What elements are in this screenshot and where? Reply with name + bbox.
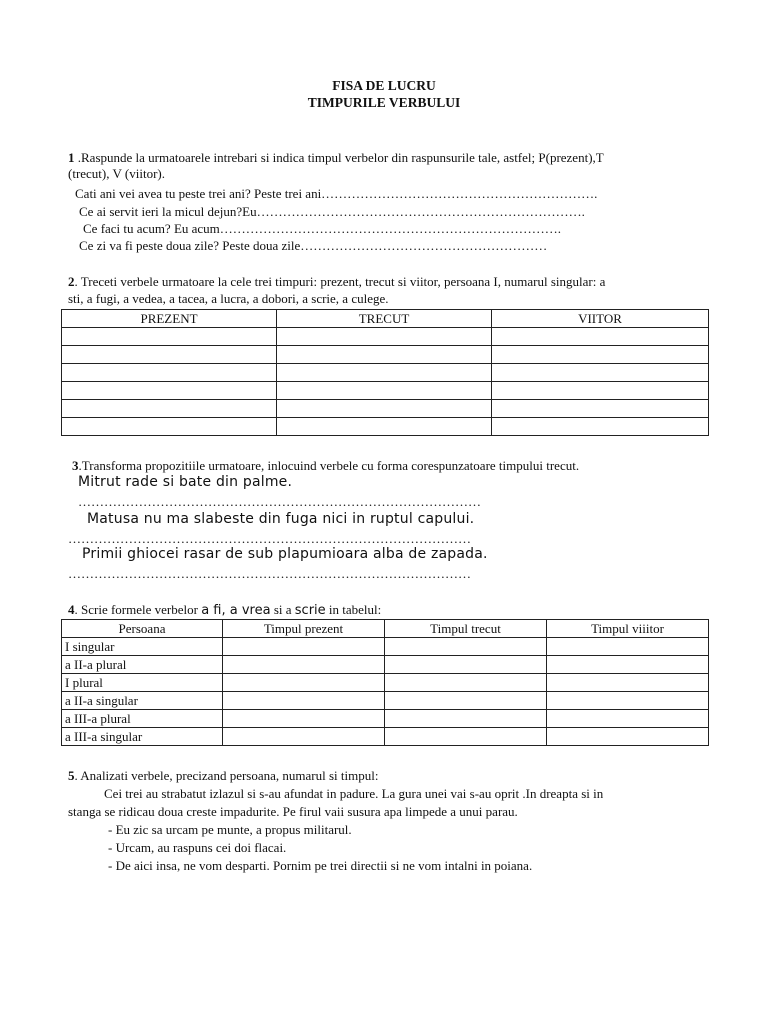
table-cell[interactable]: [223, 710, 385, 728]
worksheet-title: FISA DE LUCRU: [332, 78, 436, 93]
ex1-instruction-line-2: (trecut), V (viitor).: [68, 166, 165, 181]
table-cell[interactable]: [492, 382, 709, 400]
ex4-verb-scrie: scrie: [294, 603, 326, 618]
table-row: [62, 656, 709, 674]
header-timpul-trecut: Timpul trecut: [385, 620, 547, 638]
table-cell[interactable]: [62, 418, 277, 436]
table-cell[interactable]: [223, 638, 385, 656]
table-cell[interactable]: [62, 328, 277, 346]
ex5-dialogue-2: - Urcam, au raspuns cei doi flacai.: [108, 840, 287, 855]
ex3-dots-2: …………………………………………………………………………………: [68, 531, 471, 546]
table-cell[interactable]: [385, 710, 547, 728]
table-cell[interactable]: [547, 638, 709, 656]
table-row: [62, 346, 709, 364]
tense-table: [61, 309, 709, 436]
ex5-text-line-1: Cei trei au strabatut izlazul si s-au afundat in padure. La gura unei vai s-au oprit .In dreapta si in: [104, 786, 604, 801]
table-cell[interactable]: [547, 656, 709, 674]
conjugation-table: [61, 619, 709, 746]
table-cell[interactable]: [277, 364, 492, 382]
table-row: [62, 382, 709, 400]
ex5-text-line-2: stanga se ridicau doua creste impadurite. Pe firul vaii susura apa limpede a unui parau.: [68, 804, 518, 819]
ex4-instruction-c: si a: [270, 602, 295, 617]
table-row: [62, 364, 709, 382]
ex2-instruction-a: . Treceti verbele urmatoare la cele trei timpuri: prezent, trecut si viitor, persoana I, numarul singular: a: [74, 274, 606, 289]
person-label: I singular: [62, 638, 223, 656]
table-cell[interactable]: [277, 400, 492, 418]
ex3-instruction-text: .Transforma propozitiile urmatoare, inlocuind verbele cu forma corespunzatoare timpului trecut.: [78, 458, 580, 473]
ex1-question-2: Ce ai servit ieri la micul dejun?Eu………………………………………………………………….: [79, 204, 585, 219]
ex2-number: 2: [68, 274, 75, 289]
table-cell[interactable]: [223, 656, 385, 674]
ex3-dots-3: …………………………………………………………………………………: [68, 566, 471, 581]
ex2-instruction-line-2: sti, a fugi, a vedea, a tacea, a lucra, a dobori, a scrie, a culege.: [68, 291, 389, 306]
header-timpul-prezent: Timpul prezent: [223, 620, 385, 638]
ex1-instruction-line-1: [68, 150, 604, 165]
ex1-question-1: Cati ani vei avea tu peste trei ani? Peste trei ani……………………………………………………….: [75, 186, 598, 201]
ex4-instruction: [68, 602, 381, 618]
table-cell[interactable]: [492, 418, 709, 436]
table-cell[interactable]: [385, 638, 547, 656]
table-cell[interactable]: [492, 346, 709, 364]
ex3-sentence-1: Mitrut rade si bate din palme.: [78, 474, 293, 490]
ex4-verbs: a fi, a vrea: [201, 603, 271, 618]
table-row: [62, 674, 709, 692]
ex5-dialogue-3: - De aici insa, ne vom desparti. Pornim pe trei directii si ne vom intalni in poiana.: [108, 858, 533, 873]
ex3-number: 3: [72, 458, 79, 473]
table-cell[interactable]: [62, 364, 277, 382]
table-cell[interactable]: [547, 710, 709, 728]
table-cell[interactable]: [492, 364, 709, 382]
table-cell[interactable]: [62, 400, 277, 418]
table-cell[interactable]: [547, 692, 709, 710]
table-cell[interactable]: [277, 418, 492, 436]
ex5-instruction: [68, 768, 378, 783]
ex4-instruction-a: . Scrie formele verbelor: [74, 602, 202, 617]
ex5-dialogue-1: - Eu zic sa urcam pe munte, a propus militarul.: [108, 822, 352, 837]
ex1-question-4: Ce zi va fi peste doua zile? Peste doua zile…………………………………………………: [79, 238, 548, 253]
header-timpul-viitor: Timpul viiitor: [547, 620, 709, 638]
ex3-sentence-3: Primii ghiocei rasar de sub plapumioara alba de zapada.: [82, 546, 488, 562]
ex5-number: 5: [68, 768, 75, 783]
table-cell[interactable]: [547, 728, 709, 746]
table-cell[interactable]: [385, 674, 547, 692]
table-cell[interactable]: [277, 382, 492, 400]
table-cell[interactable]: [385, 728, 547, 746]
table-cell[interactable]: [223, 674, 385, 692]
table-cell[interactable]: [385, 692, 547, 710]
table-cell[interactable]: [385, 656, 547, 674]
ex2-instruction-line-1: [68, 274, 605, 289]
table-cell[interactable]: [492, 328, 709, 346]
person-label: a III-a plural: [62, 710, 223, 728]
ex3-dots-1: …………………………………………………………………………………: [78, 494, 481, 509]
header-viitor: VIITOR: [492, 310, 709, 328]
header-trecut: TRECUT: [277, 310, 492, 328]
table-cell[interactable]: [62, 346, 277, 364]
table-row: [62, 710, 709, 728]
ex3-instruction: [72, 458, 579, 473]
ex1-number: 1: [68, 150, 75, 165]
table-cell[interactable]: [223, 728, 385, 746]
person-label: a II-a singular: [62, 692, 223, 710]
ex1-instruction-a: .Raspunde la urmatoarele intrebari si indica timpul verbelor din raspunsurile tale, astfel; P(prezent),T: [74, 150, 604, 165]
person-label: a II-a plural: [62, 656, 223, 674]
person-label: a III-a singular: [62, 728, 223, 746]
table-cell[interactable]: [223, 692, 385, 710]
worksheet-subtitle: TIMPURILE VERBULUI: [307, 95, 461, 110]
person-label: I plural: [62, 674, 223, 692]
table-cell[interactable]: [547, 674, 709, 692]
table-cell[interactable]: [277, 346, 492, 364]
table-row: [62, 638, 709, 656]
ex1-question-3: Ce faci tu acum? Eu acum…………………………………………………………………….: [83, 221, 562, 236]
header-persoana: Persoana: [62, 620, 223, 638]
ex4-instruction-e: in tabelul:: [325, 602, 382, 617]
table-row: [62, 418, 709, 436]
ex4-number: 4: [68, 602, 75, 617]
table-row: [62, 692, 709, 710]
tense-table-header-row: [62, 310, 709, 328]
conjugation-table-header-row: [62, 620, 709, 638]
table-cell[interactable]: [277, 328, 492, 346]
table-cell[interactable]: [62, 382, 277, 400]
ex5-instruction-text: . Analizati verbele, precizand persoana, numarul si timpul:: [74, 768, 379, 783]
ex3-sentence-2: Matusa nu ma slabeste din fuga nici in ruptul capului.: [87, 511, 475, 527]
table-cell[interactable]: [492, 400, 709, 418]
table-row: [62, 728, 709, 746]
table-row: [62, 328, 709, 346]
table-row: [62, 400, 709, 418]
header-prezent: PREZENT: [62, 310, 277, 328]
